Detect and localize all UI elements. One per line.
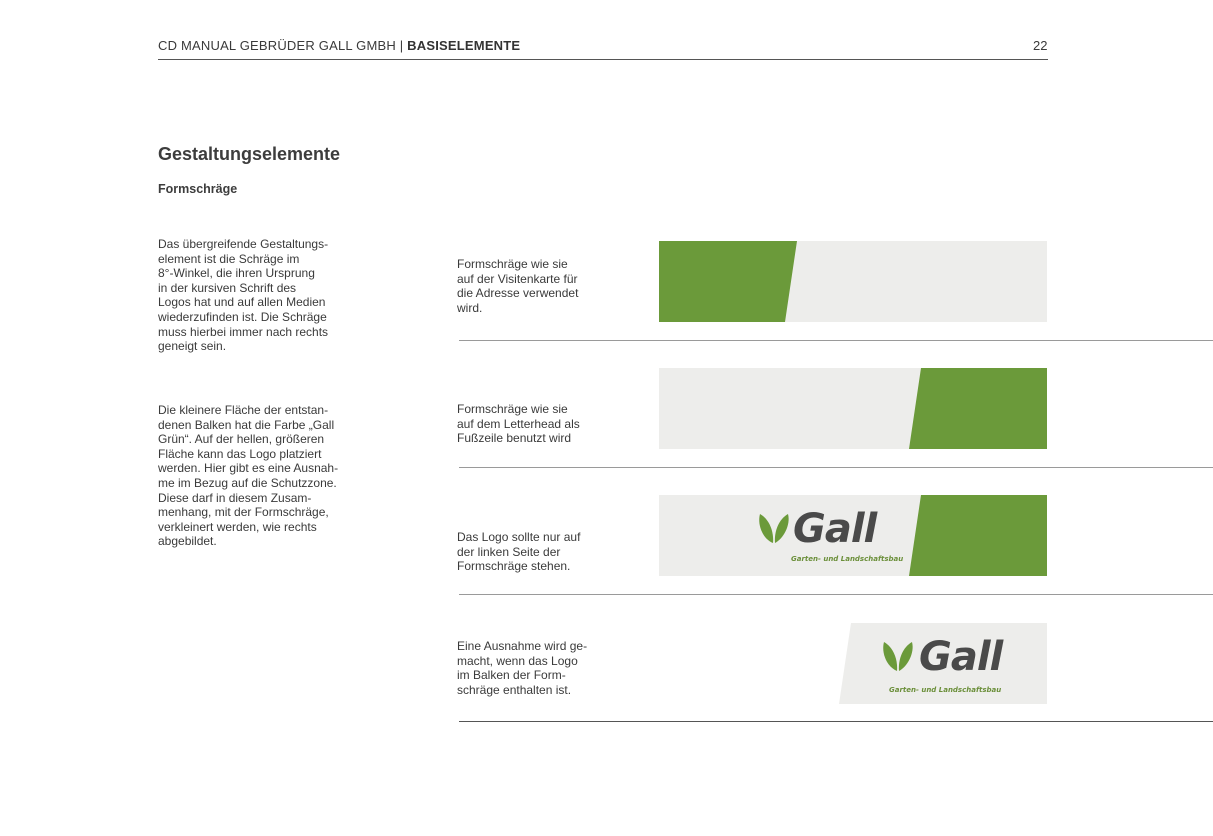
- formschraege-panel-letterhead: [659, 368, 1047, 449]
- gall-logo: [881, 635, 1041, 695]
- running-header: [158, 38, 520, 53]
- formschraege-panel-logo-left: [659, 495, 1047, 576]
- leaf-icon: [881, 639, 915, 673]
- row-caption-letterhead: Formschräge wie sie auf dem Letterhead als Fußzeile benutzt wird: [457, 402, 580, 446]
- formschraege-panel-business-card: [659, 241, 1047, 322]
- page-number: 22: [1033, 38, 1048, 53]
- leaf-icon: [757, 511, 791, 545]
- section-label: BASISELEMENTE: [407, 38, 521, 53]
- row-divider: [459, 340, 1213, 341]
- row-caption-logo-left: Das Logo sollte nur auf der linken Seite der Formschräge stehen.: [457, 530, 581, 574]
- row-divider: [459, 594, 1213, 595]
- header-separator: |: [399, 38, 404, 53]
- section-subtitle: Formschräge: [158, 182, 238, 196]
- body-paragraph-2: Die kleinere Fläche der entstan- denen Balken hat die Farbe „Gall Grün“. Auf der hellen, größeren Fläche kann das Logo platziert werden. Hier gibt es eine Ausnah- me im Bezug auf die Schutzzone. Diese darf in diesem Zusam- menhang, mit der Formschräge, verkleinert werden, wie rechts abgebildet.: [158, 403, 339, 549]
- body-paragraph-1: Das übergreifende Gestaltungs- element ist die Schräge im 8°-Winkel, die ihren Ursprung in der kursiven Schrift des Logos hat und auf allen Medien wiederzufinden ist. Die Schräge muss hierbei immer nach rechts geneigt sein.: [158, 237, 329, 354]
- green-slant-left: [659, 241, 1047, 322]
- logo-tagline: Garten- und Landschaftsbau: [791, 555, 904, 563]
- gall-logo: [757, 506, 904, 567]
- manual-label: CD MANUAL GEBRÜDER GALL GMBH: [158, 38, 396, 53]
- row-divider: [459, 721, 1213, 722]
- page-title: Gestaltungselemente: [158, 144, 341, 164]
- green-slant-right: [659, 368, 1047, 449]
- row-divider: [459, 467, 1213, 468]
- logo-wordmark: Gall: [919, 634, 1003, 680]
- logo-wordmark: Gall: [793, 506, 877, 552]
- logo-tagline: Garten- und Landschaftsbau: [889, 686, 1002, 694]
- formschraege-panel-logo-in-bar: [659, 623, 1047, 704]
- row-caption-business-card: Formschräge wie sie auf der Visitenkarte für die Adresse verwendet wird.: [457, 257, 579, 315]
- row-caption-logo-in-bar: Eine Ausnahme wird ge- macht, wenn das Logo im Balken der Form- schräge enthalten ist.: [457, 639, 588, 697]
- header-divider: [158, 59, 1048, 60]
